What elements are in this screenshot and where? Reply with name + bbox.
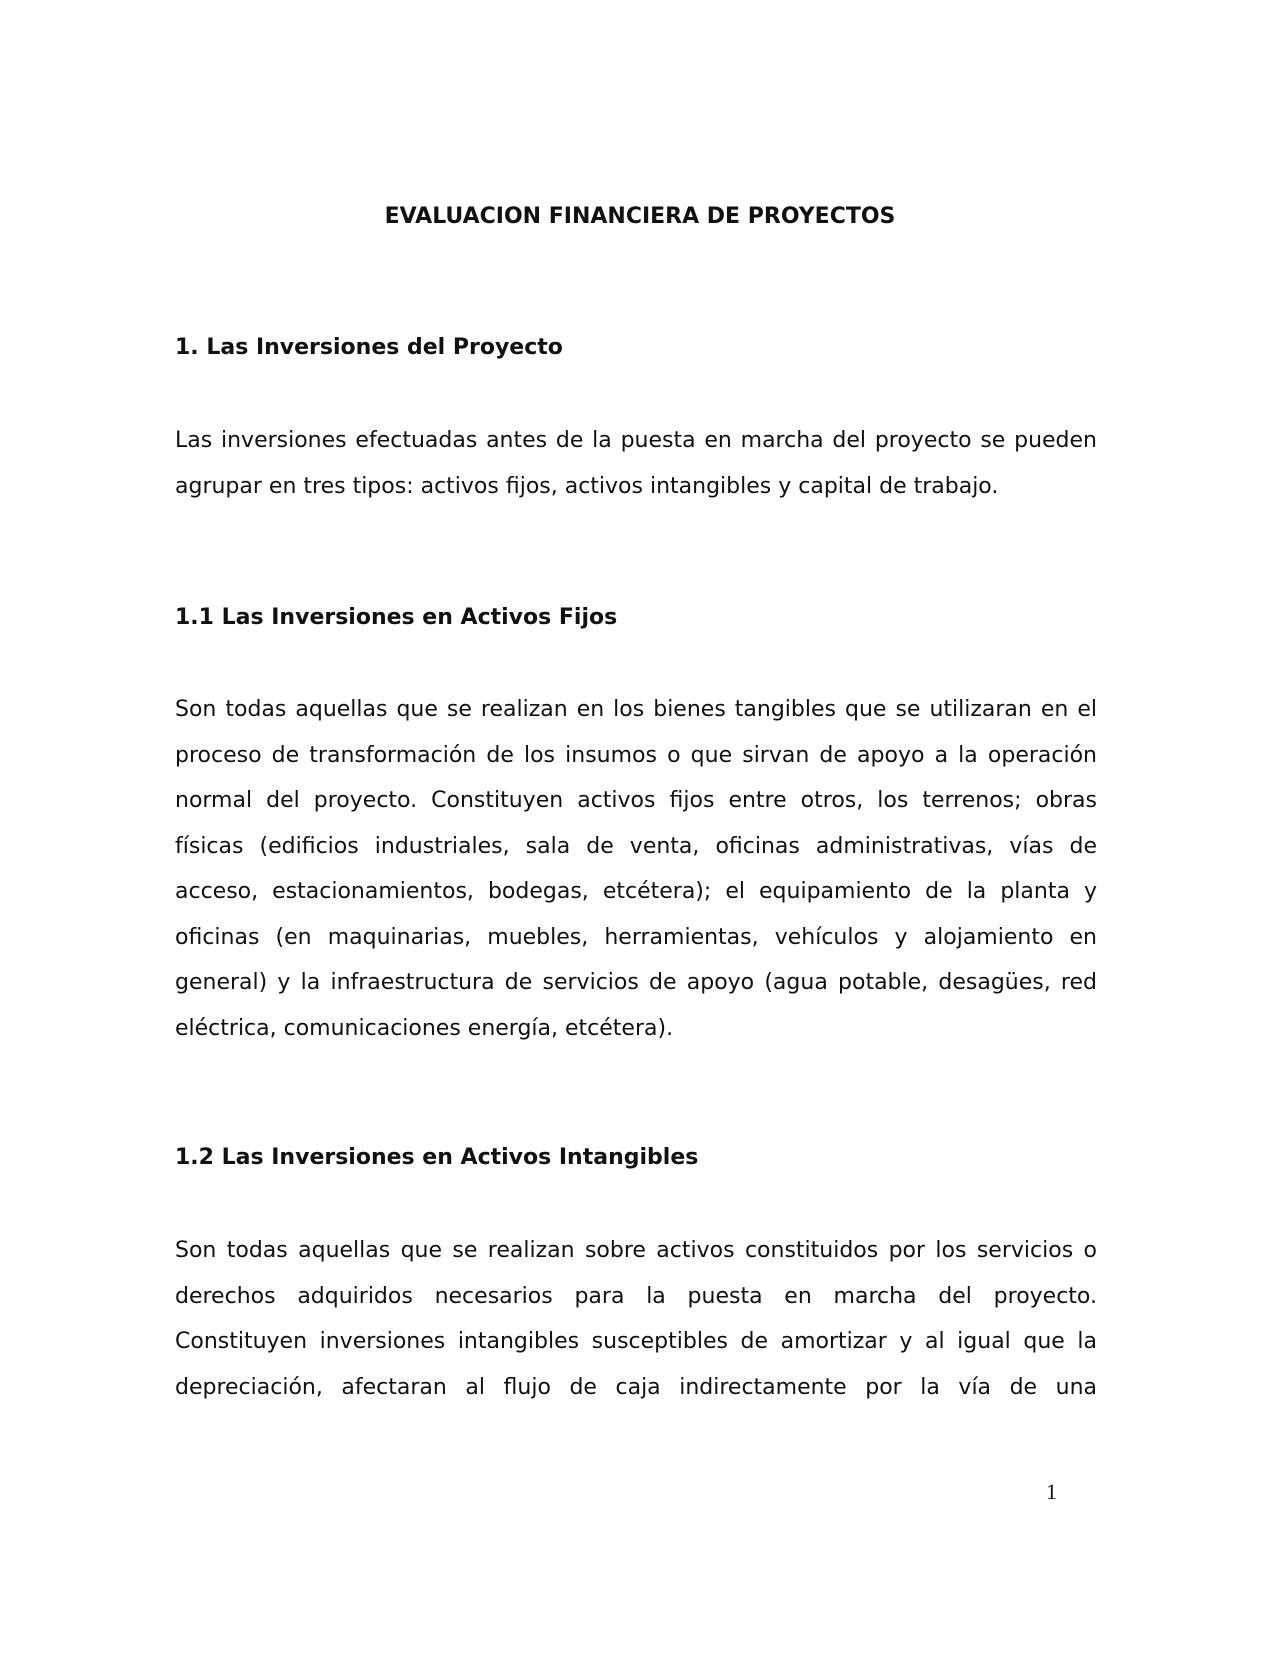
section-heading-activos-intangibles: 1.2 Las Inversiones en Activos Intangibles — [175, 1145, 699, 1170]
section-paragraph-activos-fijos: Son todas aquellas que se realizan en los bienes tangibles que se utilizaran en el proceso de transformación de los insumos o que sirvan de apoyo a la operación normal del proyecto. Constituyen activos fijos entre otros, los terrenos; obras físicas (edificios industriales, sala de venta, oficinas administrativas, vías de acceso, estacionamientos, bodegas, etcétera); el equipamiento de la planta y oficinas (en maquinarias, muebles, herramientas, vehículos y alojamiento en general) y la infraestructura de servicios de apoyo (agua potable, desagües, red eléctrica, comunicaciones energía, etcétera). — [175, 697, 1097, 1041]
section-heading-activos-fijos: 1.1 Las Inversiones en Activos Fijos — [175, 605, 618, 630]
page-number: 1 — [1046, 1479, 1057, 1504]
section-heading-inversiones-proyecto: 1. Las Inversiones del Proyecto — [175, 335, 563, 360]
document-title: EVALUACION FINANCIERA DE PROYECTOS — [384, 204, 896, 229]
section-paragraph-inversiones-proyecto: Las inversiones efectuadas antes de la puesta en marcha del proyecto se pueden agrupar en tres tipos: activos fijos, activos intangibles y capital de trabajo. — [175, 428, 1097, 499]
section-paragraph-activos-intangibles: Son todas aquellas que se realizan sobre activos constituidos por los servicios o derechos adquiridos necesarios para la puesta en marcha del proyecto. Constituyen inversiones intangibles susceptibles de amortizar y al igual que la depreciación, afectaran al flujo de caja indirectamente por la vía de una — [175, 1238, 1097, 1400]
